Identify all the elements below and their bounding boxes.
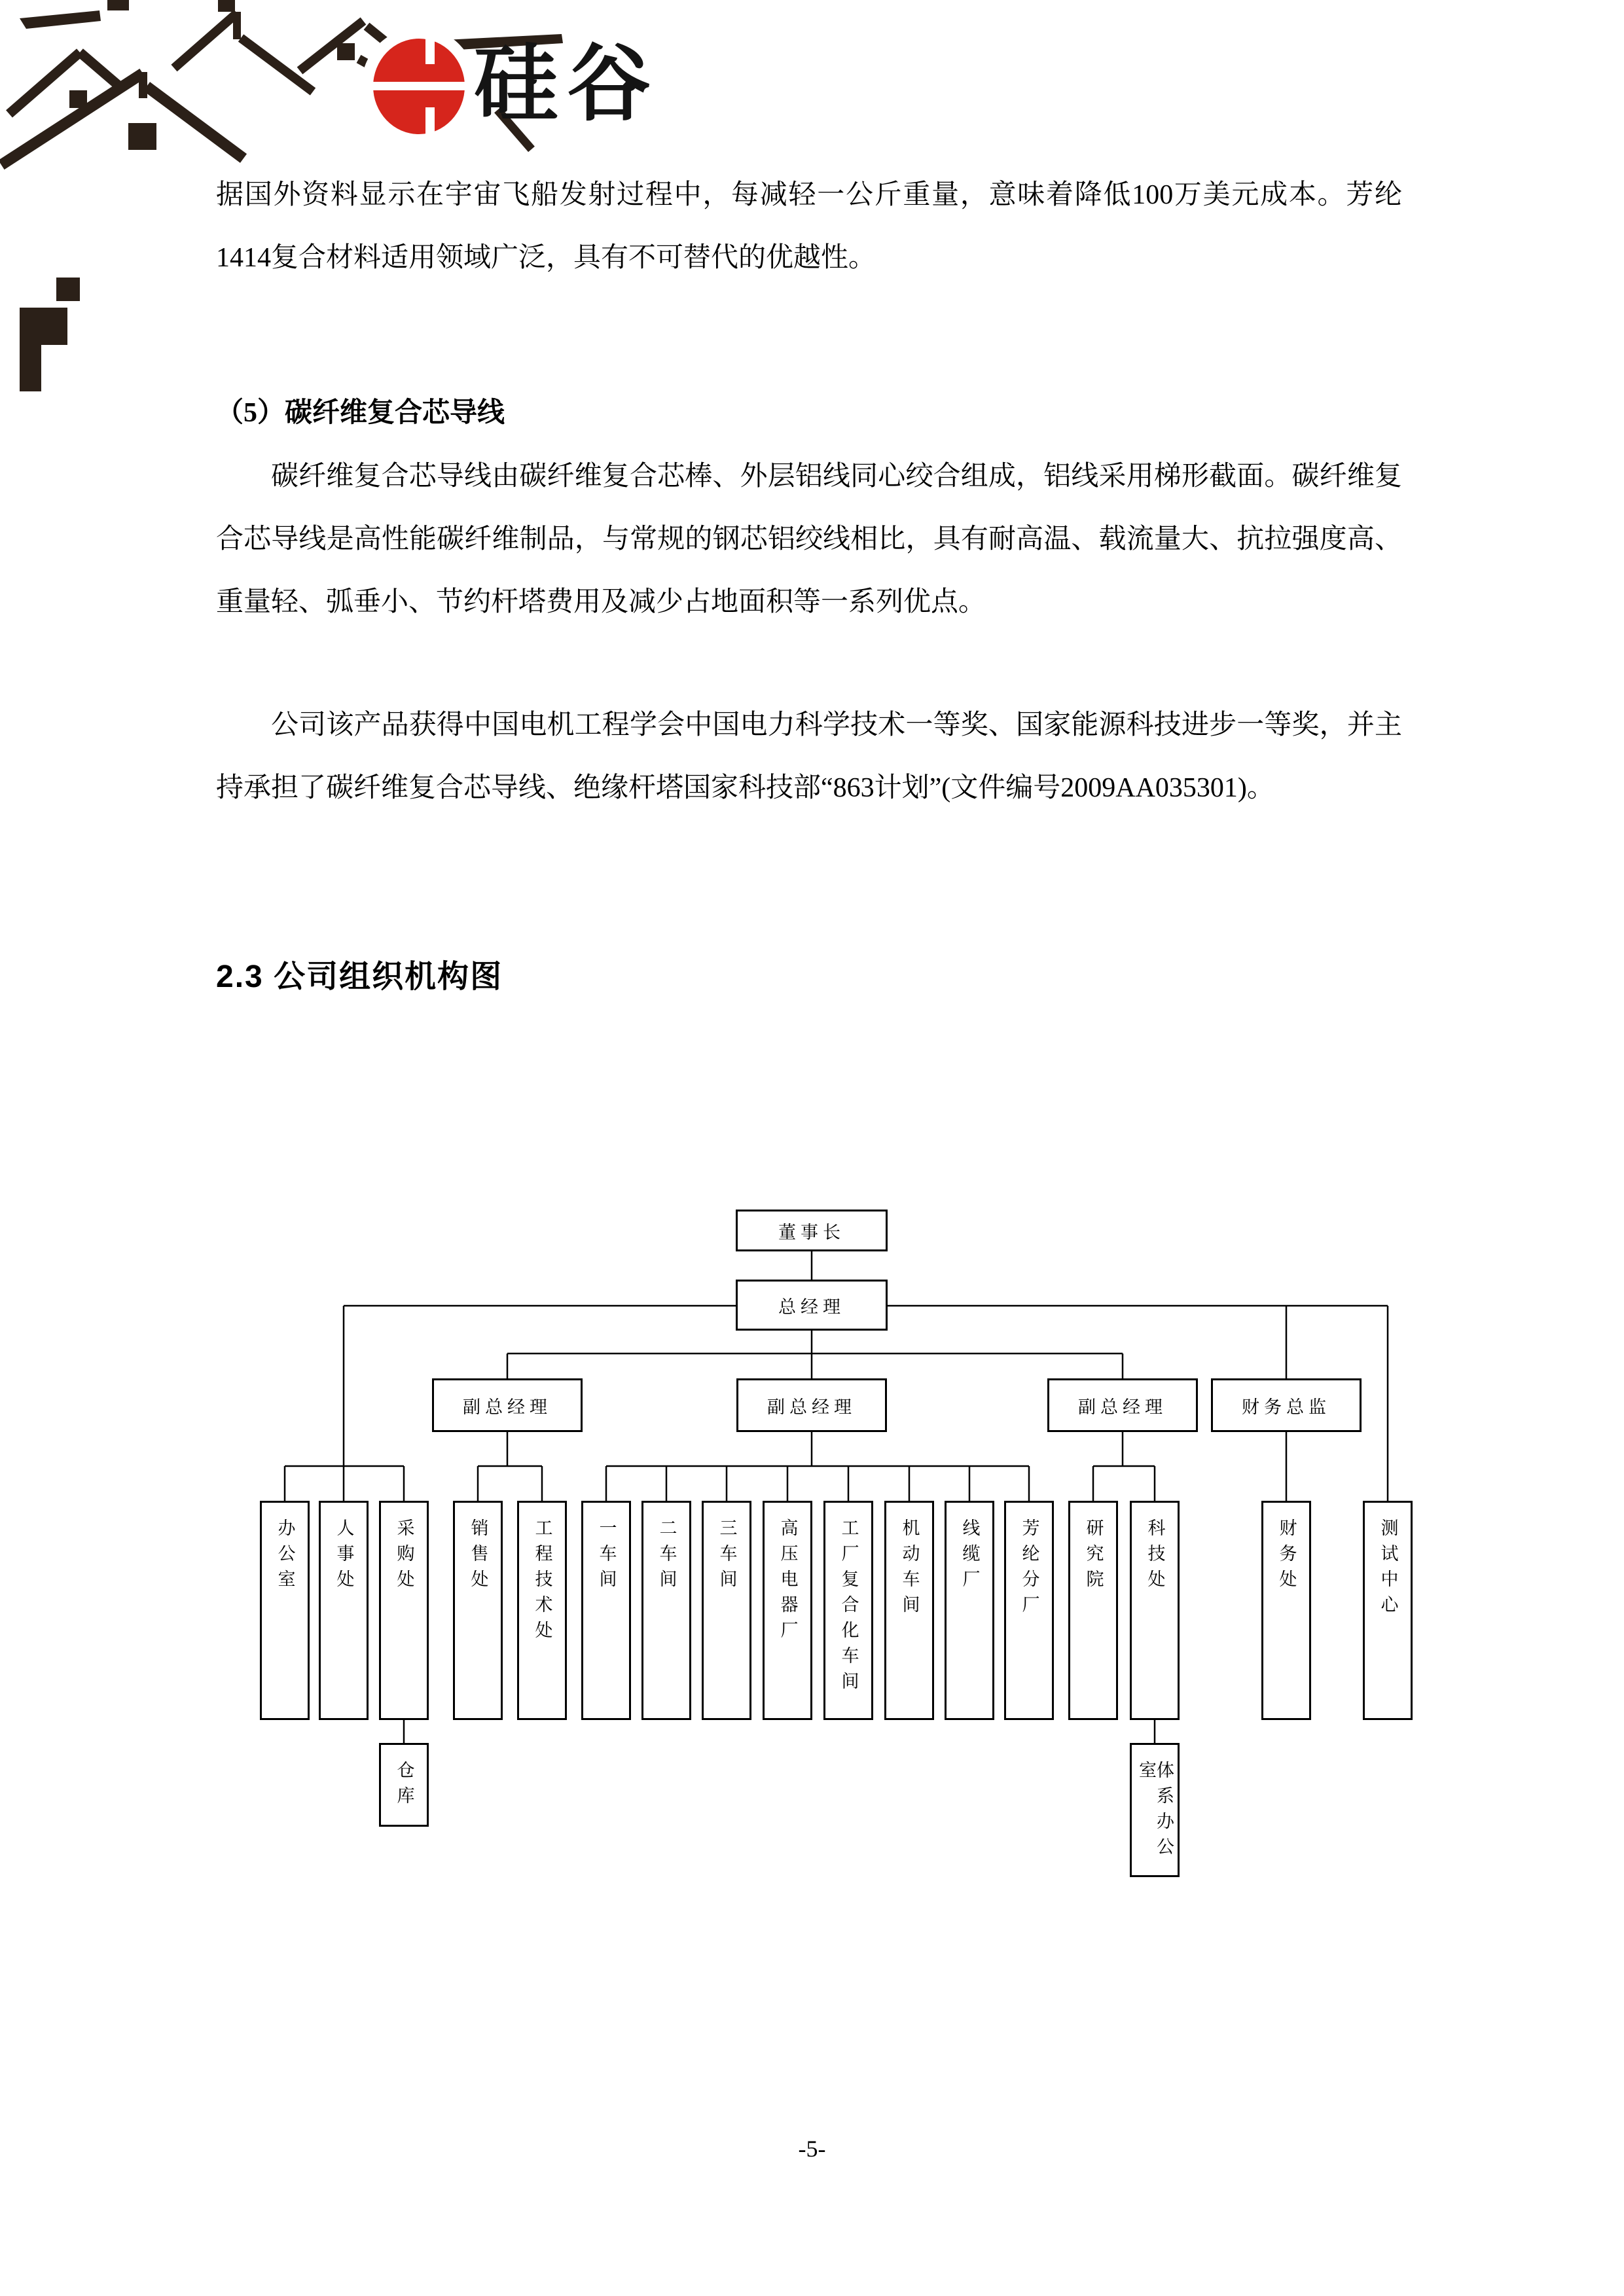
org-node-label: 线缆厂 xyxy=(960,1518,980,1595)
org-node-label: 财务总监 xyxy=(1242,1397,1331,1417)
org-node-composite_workshop xyxy=(823,1501,873,1720)
org-node-hr xyxy=(319,1501,369,1720)
org-node-label: 仓库 xyxy=(394,1761,414,1812)
org-node-sales xyxy=(453,1501,503,1720)
org-node-label: 办公室 xyxy=(275,1518,295,1595)
org-node-label: 体系办公室 xyxy=(1136,1761,1174,1863)
org-chart xyxy=(216,1206,1414,1900)
org-node-label: 工厂复合化车间 xyxy=(839,1518,859,1697)
org-node-hv_factory xyxy=(763,1501,812,1720)
paragraph-aramid: 据国外资料显示在宇宙飞船发射过程中，每减轻一公斤重量，意味着降低100万美元成本。芳纶1414复合材料适用领域广泛，具有不可替代的优越性。 xyxy=(216,180,1402,273)
section-heading-2-3: 2.3 公司组织机构图 xyxy=(216,960,503,994)
org-node-label: 高压电器厂 xyxy=(778,1518,798,1646)
org-node-label: 销售处 xyxy=(468,1518,488,1595)
org-node-label: 一车间 xyxy=(596,1518,617,1595)
logo-roofs xyxy=(20,0,235,29)
org-node-purchasing xyxy=(379,1501,429,1720)
org-node-label: 人事处 xyxy=(334,1518,354,1595)
org-node-office xyxy=(260,1501,310,1720)
org-node-finance_dept xyxy=(1261,1501,1311,1720)
org-node-label: 副总经理 xyxy=(1078,1397,1167,1417)
org-node-mobile_workshop xyxy=(884,1501,934,1720)
document-body xyxy=(216,164,1402,1000)
logo-emblem xyxy=(361,27,477,145)
org-node-workshop1 xyxy=(581,1501,631,1720)
org-node-workshop2 xyxy=(641,1501,691,1720)
org-node-system_office xyxy=(1130,1743,1180,1877)
org-node-warehouse xyxy=(379,1743,429,1827)
org-node-engineering xyxy=(517,1501,567,1720)
org-node-gm xyxy=(736,1280,888,1331)
org-node-label: 采购处 xyxy=(394,1518,414,1595)
org-node-label: 测试中心 xyxy=(1378,1518,1398,1621)
org-node-label: 副总经理 xyxy=(767,1397,856,1417)
org-node-label: 科技处 xyxy=(1145,1518,1165,1595)
org-node-label: 副总经理 xyxy=(463,1397,552,1417)
org-node-vp1 xyxy=(432,1378,583,1432)
org-node-label: 机动车间 xyxy=(899,1518,920,1621)
org-node-cfo xyxy=(1211,1378,1362,1432)
org-node-label: 总经理 xyxy=(778,1297,845,1317)
page-number: -5- xyxy=(798,2136,826,2162)
org-node-label: 研究院 xyxy=(1083,1518,1104,1595)
org-node-label: 财务处 xyxy=(1276,1518,1297,1595)
org-node-label: 二车间 xyxy=(657,1518,677,1595)
heading-item-5: （5）碳纤维复合芯导线 xyxy=(216,398,505,428)
org-node-cable_factory xyxy=(945,1501,994,1720)
paragraph-awards: 公司该产品获得中国电机工程学会中国电力科学技术一等奖、国家能源科技进步一等奖，并主持承担了碳纤维复合芯导线、绝缘杆塔国家科技部“863计划”(文件编号2009AA035301)。 xyxy=(216,710,1402,803)
org-node-chairman xyxy=(736,1210,888,1251)
org-node-label: 工程技术处 xyxy=(532,1518,552,1646)
org-node-vp2 xyxy=(736,1378,887,1432)
org-node-label: 董事长 xyxy=(778,1222,845,1242)
org-node-vp3 xyxy=(1047,1378,1198,1432)
org-node-test_center xyxy=(1363,1501,1413,1720)
org-node-label: 三车间 xyxy=(717,1518,737,1595)
org-node-research xyxy=(1068,1501,1118,1720)
org-node-aramid_branch xyxy=(1004,1501,1054,1720)
org-node-label: 芳纶分厂 xyxy=(1019,1518,1039,1621)
logo-brand-text: 硅谷 xyxy=(474,37,660,131)
org-node-scitech xyxy=(1130,1501,1180,1720)
logo-margin-marks xyxy=(20,278,80,391)
paragraph-conductor: 碳纤维复合芯导线由碳纤维复合芯棒、外层铝线同心绞合组成，铝线采用梯形截面。碳纤维复合芯导线是高性能碳纤维制品，与常规的钢芯铝绞线相比，具有耐高温、载流量大、抗拉强度高、重量轻、弧垂小、节约杆塔费用及减少占地面积等一系列优点。 xyxy=(216,461,1402,617)
org-node-workshop3 xyxy=(702,1501,751,1720)
